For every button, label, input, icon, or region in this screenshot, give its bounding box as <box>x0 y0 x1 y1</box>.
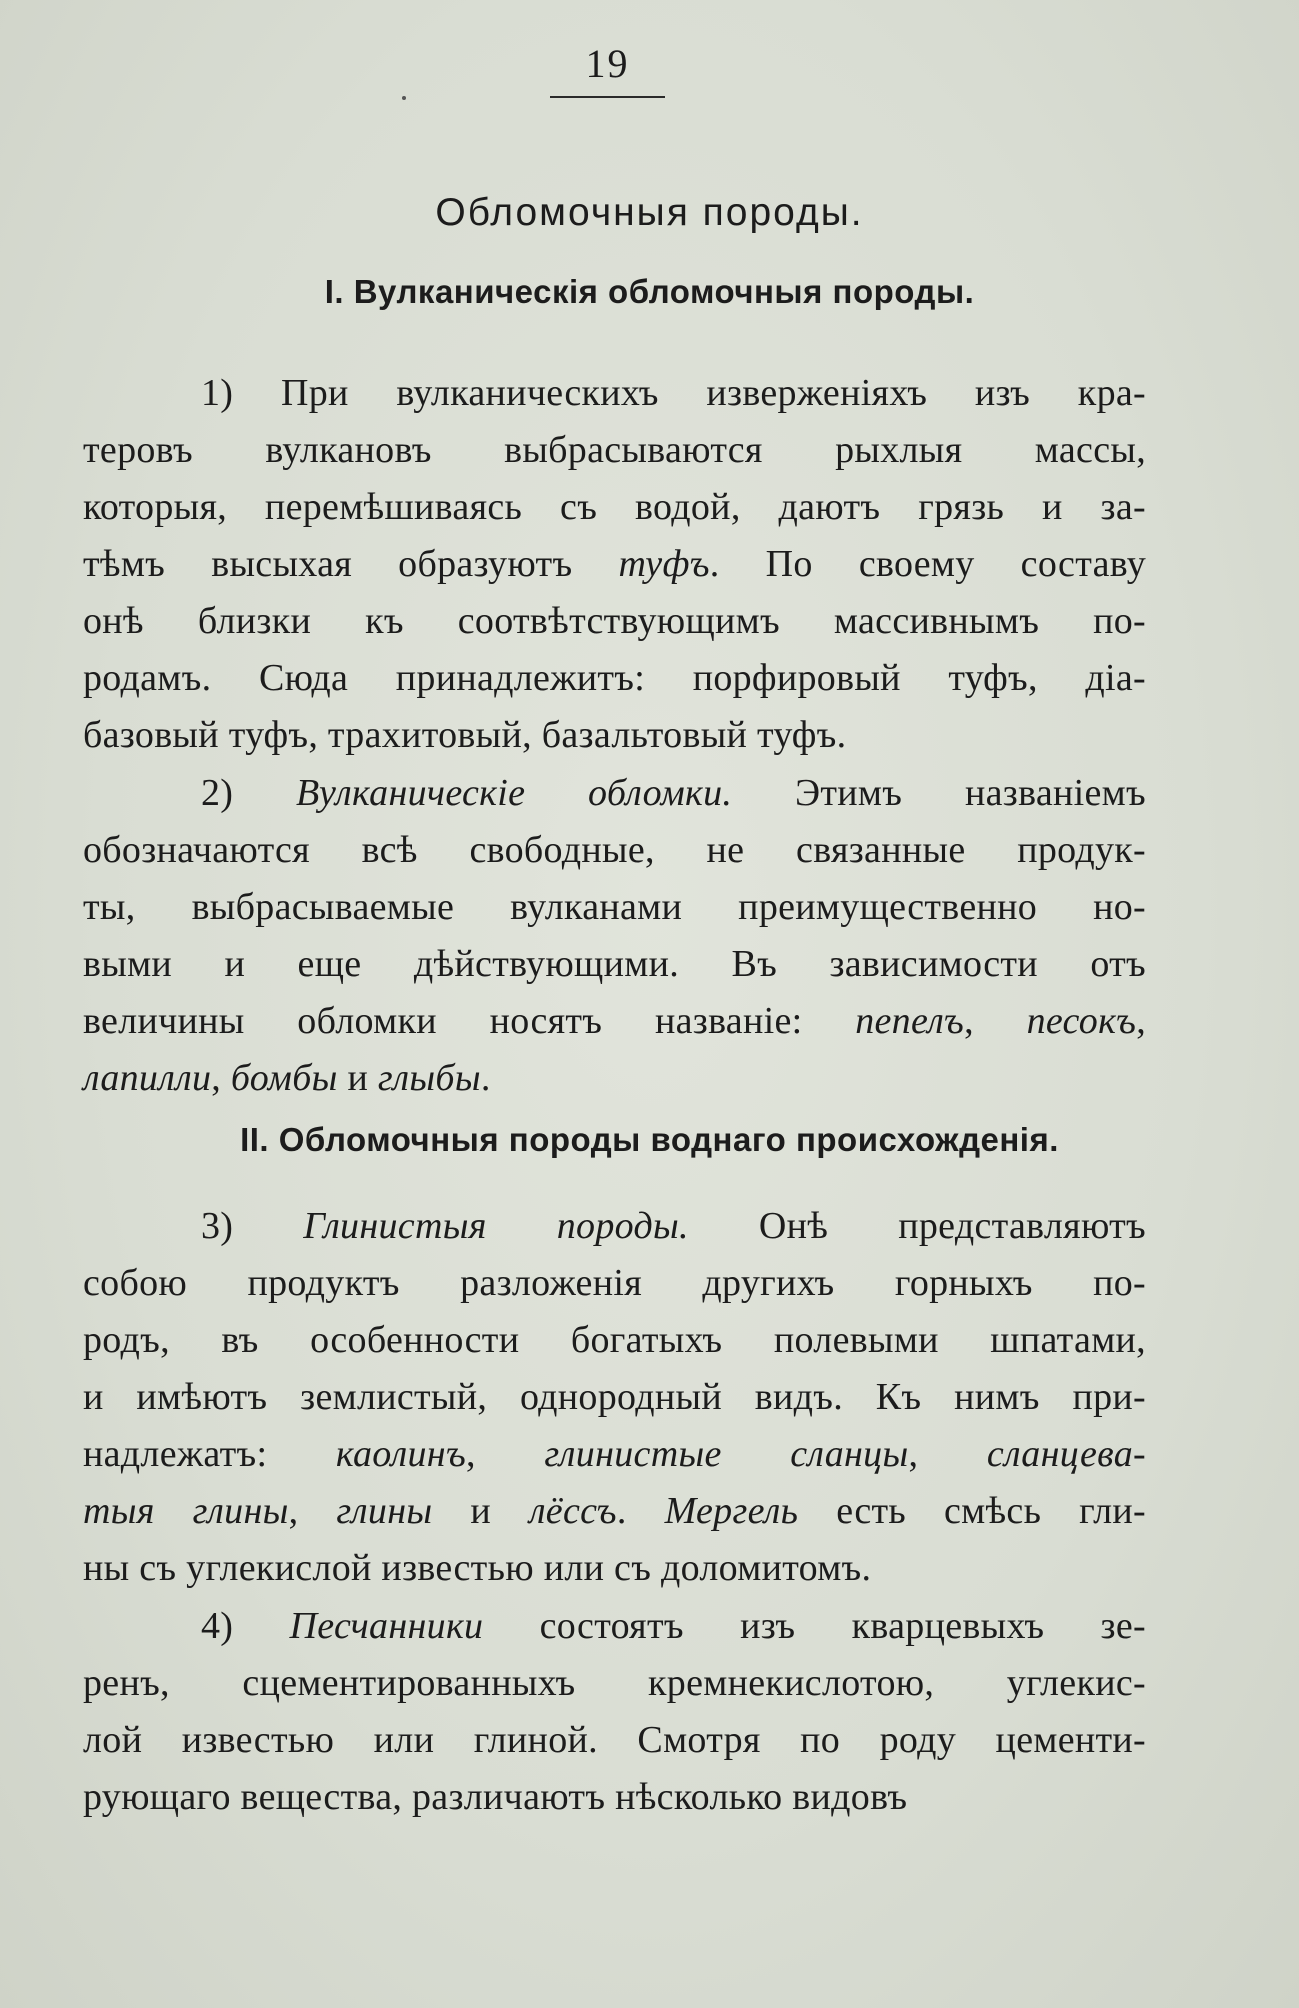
section-heading-1: I. Вулканическiя обломочныя породы. <box>324 273 975 310</box>
text-run: которыя, перемѣшиваясь съ водой, даютъ грязь и за- <box>83 486 1146 528</box>
text-line <box>83 650 1146 707</box>
text-run: . <box>480 1057 491 1099</box>
italic-term: бомбы <box>230 1057 338 1099</box>
text-line <box>83 1312 1146 1369</box>
text-run: 4) <box>201 1605 290 1647</box>
text-run: родъ, въ особенности богатыхъ полевыми шпатами, <box>83 1319 1146 1361</box>
page-number-rule <box>550 96 665 98</box>
text-run: и <box>432 1490 529 1532</box>
text-line <box>83 1050 1146 1107</box>
text-run: есть смѣсь гли- <box>798 1490 1146 1532</box>
text-line <box>83 707 1146 764</box>
italic-term: лёссъ <box>528 1490 617 1532</box>
paragraph <box>83 765 1146 1107</box>
italic-term: глины <box>336 1490 433 1532</box>
italic-term: лапилли <box>83 1057 212 1099</box>
text-line <box>83 1369 1146 1426</box>
text-run: онѣ близки къ соотвѣтствующимъ массивнымъ по- <box>83 600 1146 642</box>
text-line <box>83 1598 1146 1655</box>
text-run: Этимъ названiемъ <box>732 772 1146 814</box>
text-line <box>83 1769 1146 1826</box>
text-run: рующаго вещества, различаютъ нѣсколько видовъ <box>83 1776 908 1818</box>
text-run: лой известью или глиной. Смотря по роду цементи- <box>83 1719 1146 1761</box>
text-run: выми и еще дѣйствующими. Въ зависимости отъ <box>83 943 1146 985</box>
text-line <box>83 365 1146 422</box>
text-run: ты, выбрасываемые вулканами преимущественно но- <box>83 886 1146 928</box>
chapter-heading: Обломочныя породы. <box>435 191 864 234</box>
text-line <box>83 1426 1146 1483</box>
text-run: 2) <box>201 772 297 814</box>
text-line <box>83 536 1146 593</box>
section-heading-2: II. Обломочныя породы воднаго происхожденiя. <box>240 1121 1059 1158</box>
text-run: величины обломки носятъ названiе: <box>83 1000 856 1042</box>
text-run: . По своему составу <box>709 543 1147 585</box>
text-line <box>83 1198 1146 1255</box>
paragraph <box>83 1198 1146 1597</box>
text-line <box>83 1655 1146 1712</box>
print-speck <box>402 96 406 100</box>
text-line <box>83 879 1146 936</box>
text-run: , <box>964 1000 1027 1042</box>
text-line <box>83 479 1146 536</box>
text-run: , <box>465 1433 545 1475</box>
text-run: , <box>288 1490 337 1532</box>
text-line <box>83 936 1146 993</box>
text-run: , <box>908 1433 987 1475</box>
italic-term: Песчанники <box>289 1605 484 1647</box>
text-line <box>83 422 1146 479</box>
text-line <box>83 822 1146 879</box>
italic-term: туфъ <box>618 543 710 585</box>
text-run: родамъ. Сюда принадлежитъ: порфировый туфъ, дiа- <box>83 657 1146 699</box>
text-line <box>83 1540 1146 1597</box>
text-run: теровъ вулкановъ выбрасываются рыхлыя массы, <box>83 429 1146 471</box>
italic-term: пепелъ <box>855 1000 965 1042</box>
text-run: обозначаются всѣ свободные, не связанные продук- <box>83 829 1146 871</box>
text-line <box>83 1255 1146 1312</box>
text-run: , <box>211 1057 231 1099</box>
text-run: состоятъ изъ кварцевыхъ зе- <box>483 1605 1146 1647</box>
text-run: 1) При вулканическихъ изверженiяхъ изъ кра- <box>201 372 1146 414</box>
italic-term: Глинистыя породы. <box>303 1205 689 1247</box>
page-number: 19 <box>585 41 630 86</box>
text-run: , <box>1136 1000 1146 1042</box>
text-line <box>83 593 1146 650</box>
text-run: . <box>616 1490 665 1532</box>
text-run: собою продуктъ разложенiя другихъ горныхъ по- <box>83 1262 1146 1304</box>
italic-term: песокъ <box>1026 1000 1137 1042</box>
text-line <box>83 1712 1146 1769</box>
italic-term: каолинъ <box>335 1433 466 1475</box>
text-line <box>83 765 1146 822</box>
italic-term: тыя глины <box>83 1490 289 1532</box>
paragraph <box>83 365 1146 764</box>
italic-term: глыбы <box>377 1057 481 1099</box>
italic-term: сланцева- <box>986 1433 1146 1475</box>
paragraph <box>83 1598 1146 1826</box>
text-line <box>83 993 1146 1050</box>
text-run: базовый туфъ, трахитовый, базальтовый туфъ. <box>83 714 847 756</box>
text-run: и имѣютъ землистый, однородный видъ. Къ нимъ при- <box>83 1376 1146 1418</box>
text-run: надлежатъ: <box>83 1433 336 1475</box>
italic-term: Мергель <box>664 1490 799 1532</box>
text-run: ренъ, сцементированныхъ кремнекислотою, углекис- <box>83 1662 1146 1704</box>
italic-term: Вулканическiе обломки. <box>296 772 733 814</box>
text-run: ны съ углекислой известью или съ доломитомъ. <box>83 1547 872 1589</box>
text-line <box>83 1483 1146 1540</box>
text-run: 3) <box>201 1205 304 1247</box>
text-run: Онѣ представляютъ <box>688 1205 1146 1247</box>
text-run: тѣмъ высыхая образуютъ <box>83 543 619 585</box>
italic-term: глинистые сланцы <box>544 1433 909 1475</box>
text-run: и <box>337 1057 378 1099</box>
